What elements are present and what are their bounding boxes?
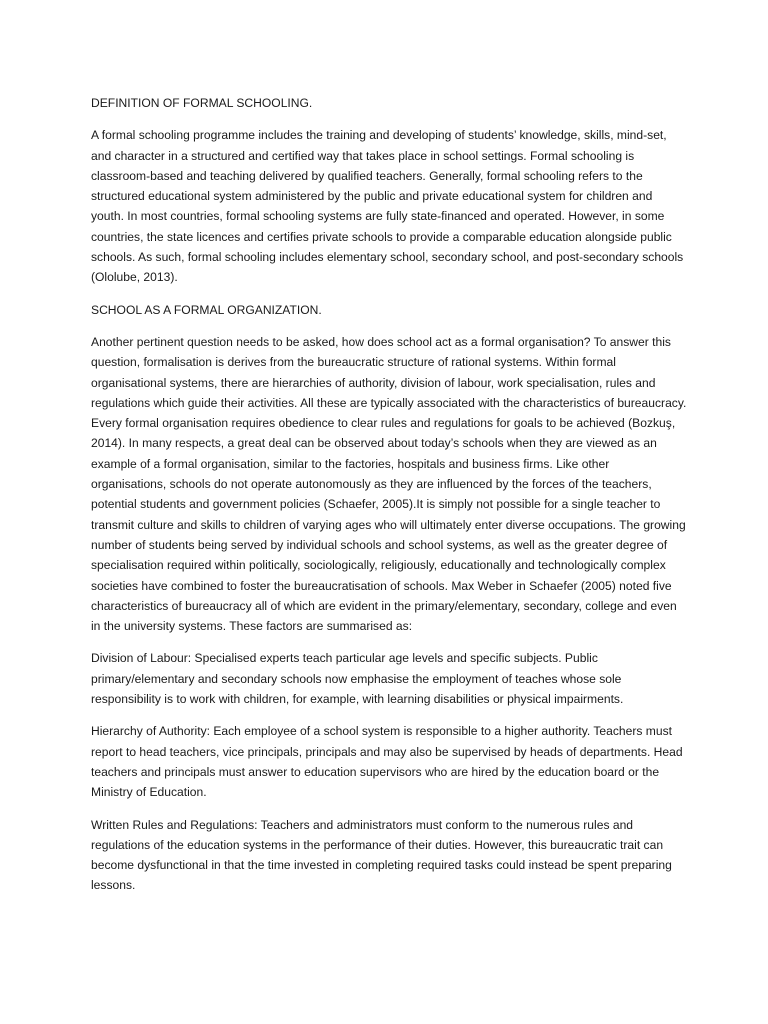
paragraph-school-as-organization: Another pertinent question needs to be asked, how does school act as a formal organisation? To answer this question, formalisation is derives from the bureaucratic structure of rational systems. Within formal organisational systems, there are hierarchies of authority, division of labour, work specialisation, rules and regulations which guide their activities. All these are typically associated with the characteristics of bureaucracy. Every formal organisation requires obedience to clear rules and regulations for goals to be achieved (Bozkuş, 2014). In many respects, a great deal can be observed about today’s schools when they are viewed as an example of a formal organisation, similar to the factories, hospitals and business firms. Like other organisations, schools do not operate autonomously as they are influenced by the forces of the teachers, potential students and government policies (Schaefer, 2005).It is simply not possible for a single teacher to transmit culture and skills to children of varying ages who will ultimately enter diverse occupations. The growing number of students being served by individual schools and school systems, as well as the greater degree of specialisation required within politically, sociologically, religiously, educationally and technologically complex societies have combined to foster the bureaucratisation of schools. Max Weber in Schaefer (2005) noted five characteristics of bureaucracy all of which are evident in the primary/elementary, secondary, college and even in the university systems. These factors are summarised as: xyxy=(91,334,687,634)
document-body xyxy=(91,93,687,908)
section-heading-school-formal-organization: SCHOOL AS A FORMAL ORGANIZATION. xyxy=(91,302,322,317)
paragraph-written-rules: Written Rules and Regulations: Teachers and administrators must conform to the numerous rules and regulations of the education systems in the performance of their duties. However, this bureaucratic trait can become dysfunctional in that the time invested in completing required tasks could instead be spent preparing lessons. xyxy=(91,817,672,893)
section-heading-formal-schooling: DEFINITION OF FORMAL SCHOOLING. xyxy=(91,96,313,110)
paragraph-hierarchy-of-authority: Hierarchy of Authority: Each employee of a school system is responsible to a higher authority. Teachers must report to head teachers, vice principals, principals and may also be supervised by heads of departments. Head teachers and principals must answer to education supervisors who are hired by the education board or the Ministry of Education. xyxy=(91,724,683,800)
paragraph-division-of-labour: Division of Labour: Specialised experts teach particular age levels and specific subjects. Public primary/elementary and secondary schools now emphasise the employment of teaches whose sole responsibility is to work with children, for example, with learning disabilities or physical impairments. xyxy=(91,651,624,707)
paragraph-formal-schooling-definition: A formal schooling programme includes the training and developing of students’ knowledge, skills, mind-set, and character in a structured and certified way that takes place in school settings. Formal schooling is classroom-based and teaching delivered by qualified teachers. Generally, formal schooling refers to the structured educational system administered by the public and private educational system for children and youth. In most countries, formal schooling systems are fully state-financed and operated. However, in some countries, the state licences and certifies private schools to provide a comparable education alongside public schools. As such, formal schooling includes elementary school, secondary school, and post-secondary schools (Ololube, 2013). xyxy=(91,128,684,285)
